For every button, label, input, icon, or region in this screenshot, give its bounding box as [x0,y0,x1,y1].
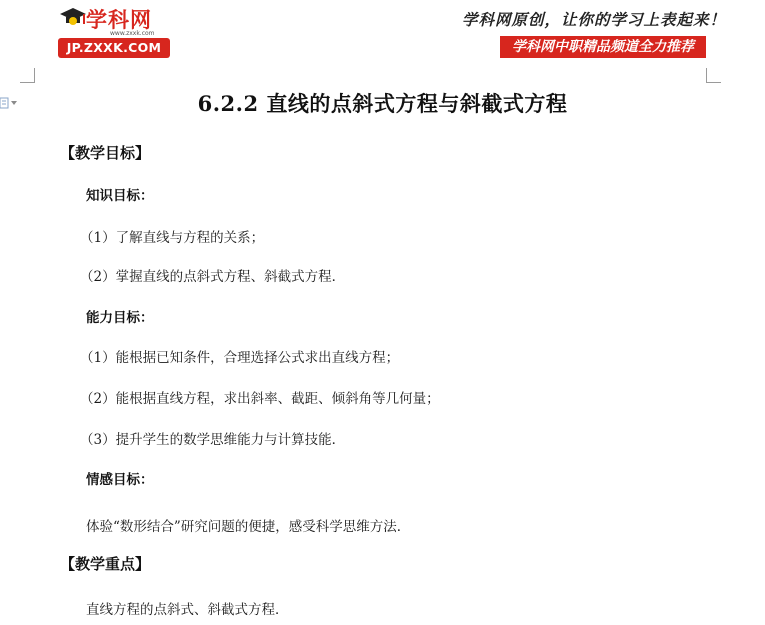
header-slogan: 学科网原创，让你的学习上表起来！ [462,10,727,29]
logo-name: 学科网 [86,8,152,32]
list-item: （1）了解直线与方程的关系； [80,230,265,246]
list-item: （2）能根据直线方程，求出斜率、截距、倾斜角等几何量； [80,391,440,407]
list-item: （3）提升学生的数学思维能力与计算技能． [80,432,346,448]
list-item: 体验“数形结合”研究问题的便捷，感受科学思维方法． [86,519,411,535]
graduation-cap-icon [58,6,88,28]
list-item: 直线方程的点斜式、斜截式方程． [86,602,289,618]
list-item: （2）掌握直线的点斜式方程、斜截式方程． [80,269,346,285]
document-title: 6.2.2 直线的点斜式方程与斜截式方程 [197,91,568,116]
promo-banner: 学科网中职精品频道全力推荐 [500,36,706,58]
section-heading-teaching-goals: 【教学目标】 [60,144,151,162]
section-heading-teaching-focus: 【教学重点】 [60,555,151,573]
page-corner-mark-left [20,68,35,83]
list-item: （1）能根据已知条件，合理选择公式求出直线方程； [80,350,400,366]
logo-domain: JP.ZXXK.COM [58,38,170,58]
logo-sub: www.zxxk.com [110,30,155,37]
subheading-emotional-goals: 情感目标： [86,472,154,488]
subheading-ability-goals: 能力目标： [86,310,154,326]
site-logo [58,4,178,60]
subheading-knowledge-goals: 知识目标： [86,188,154,204]
page-corner-mark-right [706,68,721,83]
